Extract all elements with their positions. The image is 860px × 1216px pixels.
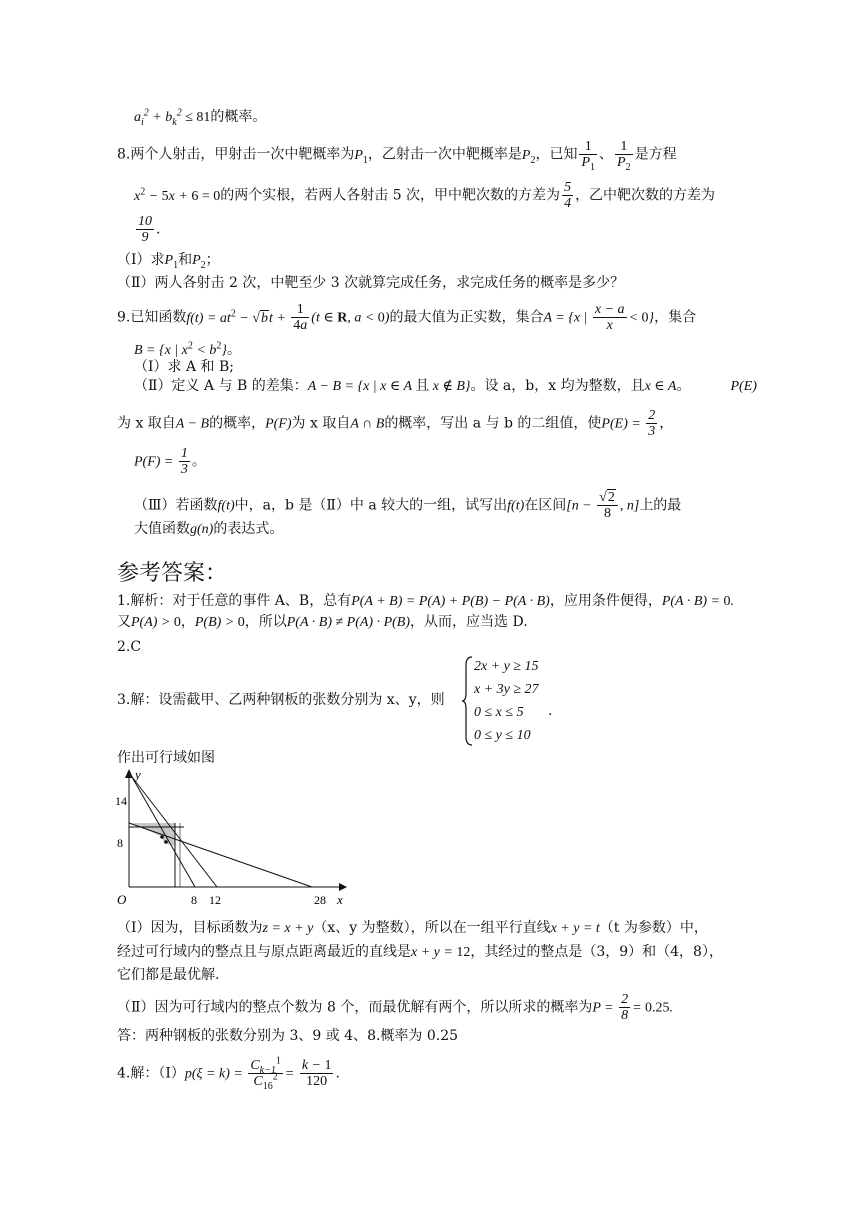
text-line: $a_i^2 + b_k^2 \le 81$的概率。 xyxy=(134,107,267,128)
y-tick-14: 14 xyxy=(115,794,127,808)
text-line: （Ⅱ）两人各射击 2 次，中靶至少 3 次就算完成任务，求完成任务的概率是多少？ xyxy=(117,275,625,291)
inequality-system xyxy=(474,655,539,747)
text-line: $\frac{10}{9}$ . xyxy=(138,214,161,245)
problem-9-line: 9.已知函数$f(t) = at^2 - √bt$ + $\frac{1}{4a}$ (t ∈ R, a < 0)的最大值为正实数，集合A = {x | $\frac{x - a}{x}$ < 0}，集合 xyxy=(117,302,697,333)
feasible-region-graph xyxy=(117,766,357,911)
text-line: $x^2 - 5x + 6 = 0$的两个实根，若两人各射击 5 次，甲中靶次数的方差为 $\frac{5}{4}$ ，乙中靶次数的方差为 xyxy=(134,180,716,211)
origin-label: O xyxy=(117,892,127,907)
text-line: （Ⅲ）若函数f(t)中，a，b 是（Ⅱ）中 a 较大的一组，试写出f(t)在区间[n − $\frac{√2}{8}$ , n]上的最 xyxy=(134,490,682,521)
text-line: B = {x | $x^2 < b^2$}。 xyxy=(134,340,241,358)
text-line: 经过可行域内的整点且与原点距离最近的直线是x + y = 12，其经过的整点是（3，9）和（4，8）， xyxy=(117,944,723,960)
line-x-plus-y-12 xyxy=(129,773,217,887)
text-line: （Ⅱ）因为可行域内的整点个数为 8 个，而最优解有两个，所以所求的概率为P = $\frac{2}{8}$ = 0.25. xyxy=(117,992,674,1023)
inequality: x + 3y ≥ 27 xyxy=(474,682,539,697)
line-x-plus-3y-27 xyxy=(129,823,312,887)
text-line: 为 x 取自A − B的概率，P(F)为 x 取自A ∩ B的概率，写出 a 与 b 的二组值，使P(E) = $\frac{2}{3}$ ， xyxy=(117,408,674,439)
text-line: 答：两种钢板的张数分别为 3、9 或 4、8.概率为 0.25 xyxy=(117,1028,459,1044)
left-brace xyxy=(462,655,474,747)
answer-3-line: 3.解：设需截甲、乙两种钢板的张数分别为 x、y，则 xyxy=(117,692,445,708)
problem-8-line: 8.两个人射击，甲射击一次中靶概率为$P_1$，乙射击一次中靶概率是$P_2$，已知 $\frac{1}{P_1}$ 、 $\frac{1}{P_2}$ 是方程 xyxy=(117,139,677,173)
text-line: 作出可行域如图 xyxy=(117,750,215,766)
text-line: （Ⅱ）定义 A 与 B 的差集：A − B = {x | x ∈ A 且 x ∉ B}。设 a，b，x 均为整数，且x ∈ A。 P(E) xyxy=(134,378,757,394)
text-line: . xyxy=(548,703,553,719)
text-line: （Ⅰ）求 A 和 B; xyxy=(134,359,234,375)
x-axis-label: x xyxy=(337,892,343,907)
x-tick-8: 8 xyxy=(191,893,197,907)
answer-2-line: 2.C xyxy=(117,639,142,655)
text-line: 它们都是最优解. xyxy=(117,967,220,983)
inequality: 2x + y ≥ 15 xyxy=(474,659,539,674)
text-line: 又P(A) > 0，P(B) > 0，所以P(A · B) ≠ P(A) · P(B)，从而，应当选 D. xyxy=(117,614,528,630)
y-tick-8: 8 xyxy=(117,836,123,850)
inequality: 0 ≤ x ≤ 5 xyxy=(474,705,524,720)
line-2x-plus-y-15 xyxy=(132,777,195,887)
optimal-point xyxy=(160,835,164,839)
text-line: （Ⅰ）因为，目标函数为z = x + y（x、y 为整数），所以在一组平行直线x + y = t（t 为参数）中， xyxy=(117,920,708,936)
y-axis-label: y xyxy=(135,767,141,782)
text-line: 大值函数g(n)的表达式。 xyxy=(134,521,284,537)
x-axis-arrow xyxy=(339,883,347,891)
x-tick-28: 28 xyxy=(314,893,326,907)
inequality: 0 ≤ y ≤ 10 xyxy=(474,728,531,743)
optimal-point xyxy=(164,840,168,844)
text-line: P(F) = $\frac{1}{3}$ 。 xyxy=(134,446,206,477)
answer-1-line: 1.解析：对于任意的事件 A、B，总有P(A + B) = P(A) + P(B) − P(A · B)，应用条件便得，P(A · B) = 0. xyxy=(117,593,735,609)
x-tick-12: 12 xyxy=(209,893,221,907)
answers-heading: 参考答案： xyxy=(117,561,228,586)
text-line: （Ⅰ）求$P_1$和$P_2$； xyxy=(117,252,220,271)
answer-4-line: 4.解：（Ⅰ）p(ξ = k) = $\frac{C_{k-1}^1}{C_{16}^2}$ = $\frac{k - 1}{120}$ . xyxy=(117,1055,340,1092)
